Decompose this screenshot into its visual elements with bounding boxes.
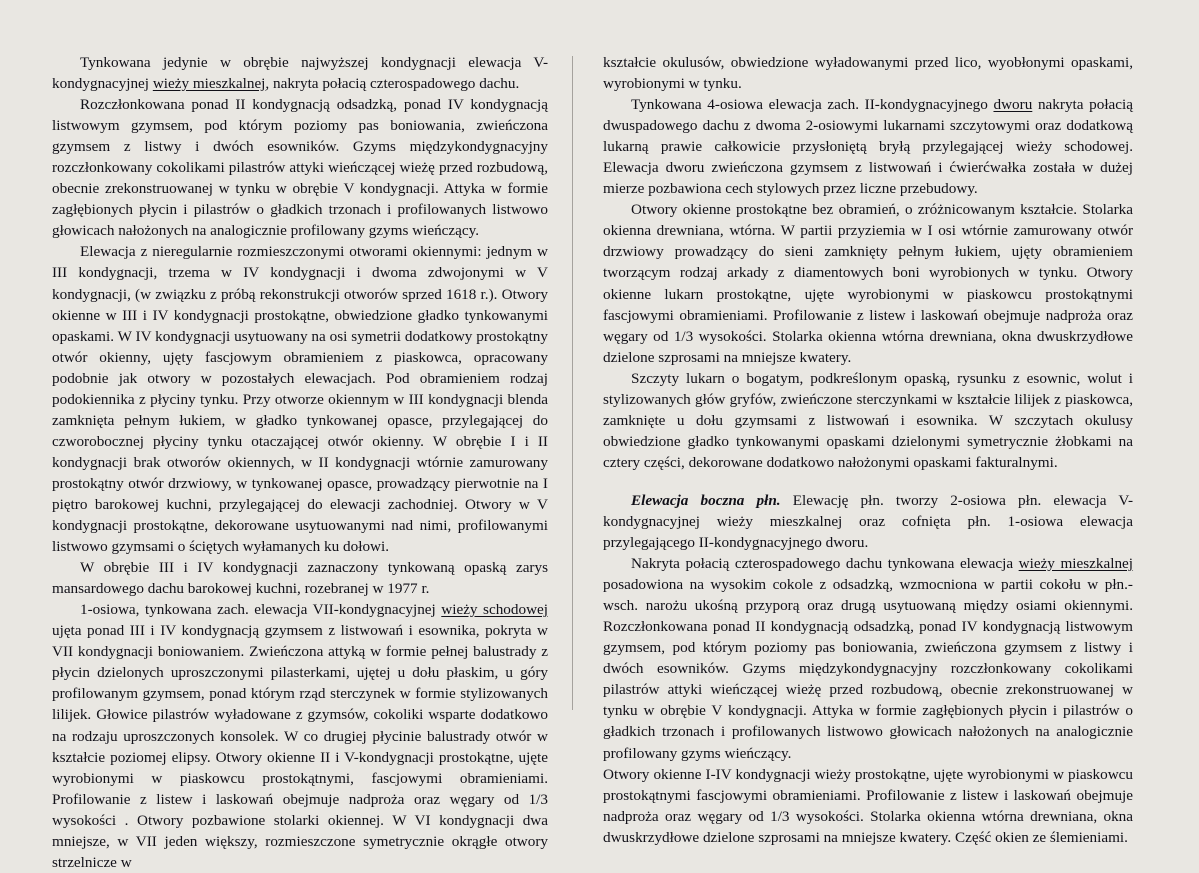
right-text-column — [573, 52, 1133, 848]
paragraph — [603, 199, 1133, 367]
paragraph — [52, 241, 548, 557]
left-text-column — [52, 52, 572, 873]
two-column-layout — [52, 52, 1155, 871]
text-run: , nakryta połacią czterospadowego dachu. — [265, 75, 520, 93]
text-run: Tynkowana jedynie w obrębie najwyższej kondygnacji elewacja V-kondygnacyjnej — [52, 54, 548, 93]
paragraph — [603, 368, 1133, 473]
text-run: Otwory okienne I-IV kondygnacji wieży prostokątne, ujęte wyrobionymi w piaskowcu prostokątnymi fascjowymi obramieniami. Profilowanie z listew i laskowań obejmuje nadproża oraz węgary od 1/3 wysokości. Stolarka okienna wtórna drewniana, okna dwuskrzydłowe dzielone szprosami na mniejsze kwatery. Część okien ze ślemieniami. — [603, 765, 1133, 846]
section-heading-paragraph — [603, 490, 1133, 553]
text-run: nakryta połacią dwuspadowego dachu z dwoma 2-osiowymi lukarnami szczytowymi oraz dodatkową lukarną prawie całkowicie przysłoniętą bryłą przylegającej wieży schodowej. Elewacja dworu zwieńczona gzymsem z listwowań i ćwierćwałka została w dużej mierze pozbawiona cech stylowych przez liczne przebudowy. — [603, 96, 1134, 198]
text-run: kształcie okulusów, obwiedzione wyładowanymi przed lico, wyobłonymi opaskami, wyrobionymi w tynku. — [603, 54, 1133, 93]
paragraph — [603, 764, 1133, 848]
paragraph — [603, 52, 1133, 94]
text-run: W obrębie III i IV kondygnacji zaznaczony tynkowaną opaską zarys mansardowego dachu barokowej kuchni, rozebranej w 1977 r. — [52, 559, 548, 598]
text-run: Otwory okienne prostokątne bez obramień, o zróżnicowanym kształcie. Stolarka okienna drewniana, wtórna. W partii przyziemia w I osi wtórnie zamurowany otwór drzwiowy prowadzący do sieni zamknięty pełnym łukiem, ujęty obramieniem tworzącym rodzaj arkady z diamentowych boni wyrobionych w tynku. Otwory okienne lukarn prostokątne, ujęte wyrobionymi w piaskowcu prostokątnymi fascjowymi obramieniami. Profilowanie z listew i laskowań obejmuje nadproża oraz węgary od 1/3 wysokości. Stolarka okienna wtórna drewniana, okna dwuskrzydłowe dzielone szprosami na mniejsze kwatery. — [603, 201, 1133, 366]
text-run-underlined: wieży schodowej — [441, 601, 548, 619]
text-run: Tynkowana 4-osiowa elewacja zach. II-kondygnacyjnego — [631, 96, 994, 114]
paragraph — [52, 94, 548, 241]
text-run-underlined: dworu — [993, 96, 1033, 114]
column-divider-rule — [572, 56, 573, 710]
section-heading: Elewacja boczna płn. — [631, 491, 781, 509]
paragraph — [603, 94, 1133, 199]
paragraph — [52, 599, 548, 873]
text-run: Szczyty lukarn o bogatym, podkreślonym opaską, rysunku z esownic, wolut i stylizowanych głów gryfów, zwieńczone sterczynkami w kształcie lilijek z piaskowca, zamknięte u dołu gzymsami z listwowań i esownika. W szczytach okulusy obwiedzione gładko tynkowanymi opaskami dzielonymi symetrycznie żłobkami na cztery części, dekorowane dodatkowo nałożonymi opaskami fakturalnymi. — [603, 369, 1133, 471]
paragraph — [52, 557, 548, 599]
text-run: Nakryta połacią czterospadowego dachu tynkowana elewacja — [631, 555, 1019, 573]
text-run-underlined: wieży mieszkalnej — [152, 75, 266, 93]
text-run: Elewację płn. tworzy 2-osiowa płn. elewacja V-kondygnacyjnej wieży mieszkalnej oraz cofnięta płn. 1-osiowa elewacja przylegającego II-kondygnacyjnego dworu. — [603, 491, 1134, 552]
text-run: posadowiona na wysokim cokole z odsadzką, wzmocniona w partii cokołu w płn.-wsch. narożu ukośną przyporą oraz drugą usytuowaną między osiami okiennymi. Rozczłonkowana ponad II kondygnacją odsadzką, ponad IV kondygnacją listwowym gzymsem, pod którym poziomy pas boniowania, zwieńczona gzymsem z listwy i dwóch esowników. Gzyms międzykondygnacyjny rozczłonkowany cokolikami pilastrów attyki wieńczącej wieżę przed rozbudową, obecnie zrekonstruowanej w tynku w obrębie V kondygnacji. Attyka w formie zagłębionych płycin i pilastrów o gładkich trzonach i profilowanych listwowo głowicach nałożonych na analogicznie profilowany gzyms wieńczący. — [603, 576, 1133, 762]
text-run-underlined: wieży mieszkalnej — [1018, 555, 1134, 573]
section-spacer — [603, 473, 1133, 490]
text-run: ujęta ponad III i IV kondygnacją gzymsem z listwowań i esownika, pokryta w VII kondygnacji boniowaniem. Zwieńczona attyką w formie pełnej balustrady z płycin dzielonych uproszczonymi pilasterkami, ujętej u dołu płaskim, u góry profilowanym gzymsem, ponad którym rząd sterczynek w formie stylizowanych lilijek. Głowice pilastrów wyładowane z gzymsów, cokoliki wsparte dodatkowo na rodzaju uproszczonych konsolek. W co drugiej płycinie balustrady otwór w kształcie poziomej elipsy. Otwory okienne II i V-kondygnacji prostokątne, ujęte wyrobionymi w piaskowcu prostokątnymi, fascjowymi obramieniami. Profilowanie z listew i laskowań obejmuje nadproża oraz węgary od 1/3 wysokości . Otwory pozbawione stolarki okiennej. W VI kondygnacji dwa mniejsze, w VII jeden większy, rozmieszczone symetrycznie okrągłe otwory strzelnicze w — [52, 622, 548, 871]
text-run: Rozczłonkowana ponad II kondygnacją odsadzką, ponad IV kondygnacją listwowym gzymsem, pod którym poziomy pas boniowania, zwieńczona gzymsem z listwy i dwóch esowników. Gzyms międzykondygnacyjny rozczłonkowany cokolikami pilastrów attyki wieńczącej wieżę przed rozbudową, obecnie zrekonstruowanej w tynku w obrębie V kondygnacji. Attyka w formie zagłębionych płycin i pilastrów o gładkich trzonach i profilowanych listwowo głowicach nałożonych na analogicznie profilowany gzyms wieńczący. — [52, 96, 548, 240]
text-run: Elewacja z nieregularnie rozmieszczonymi otworami okiennymi: jednym w III kondygnacji, trzema w IV kondygnacji i dwoma zdwojonymi w V kondygnacji, (w związku z próbą rekonstrukcji otworów sprzed 1618 r.). Otwory okienne w III i IV kondygnacji prostokątne, obwiedzione gładko tynkowanymi opaskami. W IV kondygnacji usytuowany na osi symetrii dodatkowy prostokątny otwór okienny, ujęty fascjowym obramieniem z piaskowca, opracowany podobnie jak otwory w pozostałych elewacjach. Pod obramieniem rodzaj podokiennika z płyciny tynku. Przy otworze okiennym w III kondygnacji blenda zamknięta pełnym łukiem, w gładko tynkowanej opasce, przylegającej do czworobocznej płyciny tynku otaczającej otwór okienny. W obrębie I i II kondygnacji brak otworów okiennych, w II kondygnacji wtórnie zamurowany prostokątny otwór drzwiowy, w tynkowanej opasce, prowadzący pierwotnie na I piętro barokowej kuchni, przylegającej do elewacji zachodniej. Otwory w V kondygnacji prostokątne, dekorowane usytuowanymi nad nimi, profilowanymi listwowo gzymsami o ściętych wyłamanych ku dołowi. — [52, 243, 548, 556]
paragraph — [603, 553, 1133, 763]
text-run: 1-osiowa, tynkowana zach. elewacja VII-kondygnacyjnej — [80, 601, 442, 619]
paragraph — [52, 52, 548, 94]
